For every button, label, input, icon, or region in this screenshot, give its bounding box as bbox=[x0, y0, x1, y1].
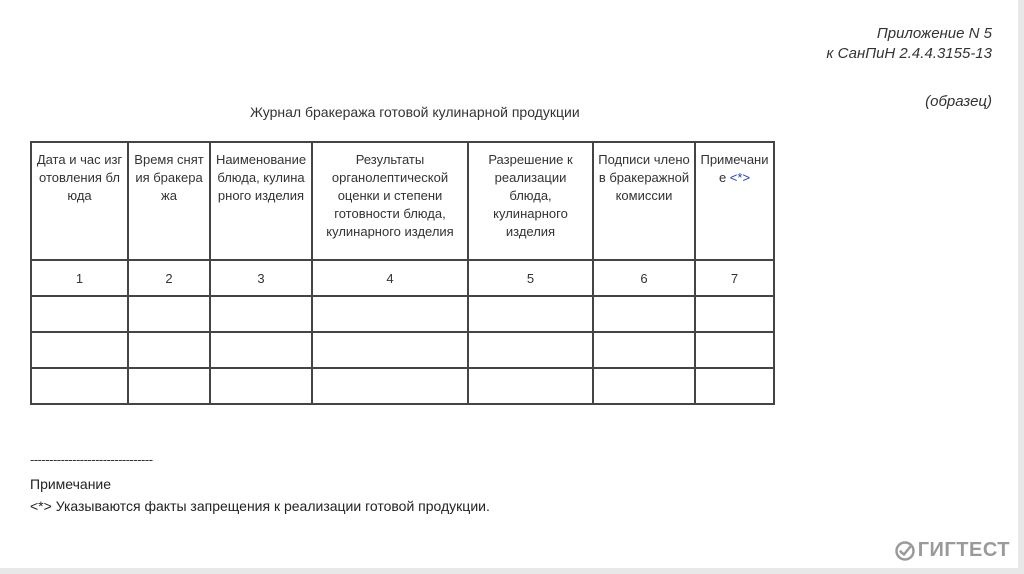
regulation-line: к СанПиН 2.4.4.3155-13 bbox=[826, 45, 992, 62]
header-cell: Дата и час изготовления блюда bbox=[31, 142, 128, 260]
empty-cell bbox=[128, 368, 210, 404]
empty-cell bbox=[468, 368, 593, 404]
empty-cell bbox=[210, 332, 312, 368]
number-cell: 1 bbox=[31, 260, 128, 296]
number-cell: 6 bbox=[593, 260, 695, 296]
empty-cell bbox=[695, 296, 774, 332]
header-cell: Подписи членов бракеражной комиссии bbox=[593, 142, 695, 260]
footnote-text: <*> Указываются факты запрещения к реализации готовой продукции. bbox=[30, 498, 490, 514]
journal-title: Журнал бракеража готовой кулинарной продукции bbox=[250, 104, 580, 120]
empty-cell bbox=[312, 332, 468, 368]
number-cell: 7 bbox=[695, 260, 774, 296]
footnote-marker: <*> bbox=[729, 170, 751, 185]
empty-cell bbox=[593, 332, 695, 368]
appendix-caption bbox=[826, 24, 992, 64]
journal-table bbox=[30, 141, 775, 405]
number-cell: 2 bbox=[128, 260, 210, 296]
table-row bbox=[31, 296, 774, 332]
empty-cell bbox=[593, 296, 695, 332]
empty-cell bbox=[128, 296, 210, 332]
number-row bbox=[31, 260, 774, 296]
sample-label: (образец) bbox=[925, 93, 992, 110]
empty-cell bbox=[593, 368, 695, 404]
gigtest-logo bbox=[894, 539, 1010, 562]
empty-cell bbox=[128, 332, 210, 368]
empty-cell bbox=[468, 296, 593, 332]
header-row bbox=[31, 142, 774, 260]
empty-cell bbox=[31, 332, 128, 368]
header-cell: Разрешение к реализации блюда, кулинарного изделия bbox=[468, 142, 593, 260]
header-cell: Наименование блюда, кулинарного изделия bbox=[210, 142, 312, 260]
footnote-separator: -------------------------------- bbox=[30, 452, 153, 467]
appendix-line: Приложение N 5 bbox=[876, 25, 992, 42]
empty-cell bbox=[312, 368, 468, 404]
empty-cell bbox=[210, 296, 312, 332]
empty-cell bbox=[31, 296, 128, 332]
header-cell: Результаты органолептической оценки и степени готовности блюда, кулинарного изделия bbox=[312, 142, 468, 260]
empty-cell bbox=[468, 332, 593, 368]
number-cell: 5 bbox=[468, 260, 593, 296]
header-cell: Время снятия бракеража bbox=[128, 142, 210, 260]
logo-text: ГИГТЕСТ bbox=[917, 539, 1010, 561]
check-circle-icon bbox=[894, 540, 916, 562]
table-row bbox=[31, 368, 774, 404]
empty-cell bbox=[210, 368, 312, 404]
empty-cell bbox=[695, 332, 774, 368]
number-cell: 3 bbox=[210, 260, 312, 296]
empty-cell bbox=[695, 368, 774, 404]
table-row bbox=[31, 332, 774, 368]
footnote-label: Примечание bbox=[30, 476, 112, 492]
header-cell: Примечание <*> bbox=[695, 142, 774, 260]
empty-cell bbox=[31, 368, 128, 404]
empty-cell bbox=[312, 296, 468, 332]
number-cell: 4 bbox=[312, 260, 468, 296]
